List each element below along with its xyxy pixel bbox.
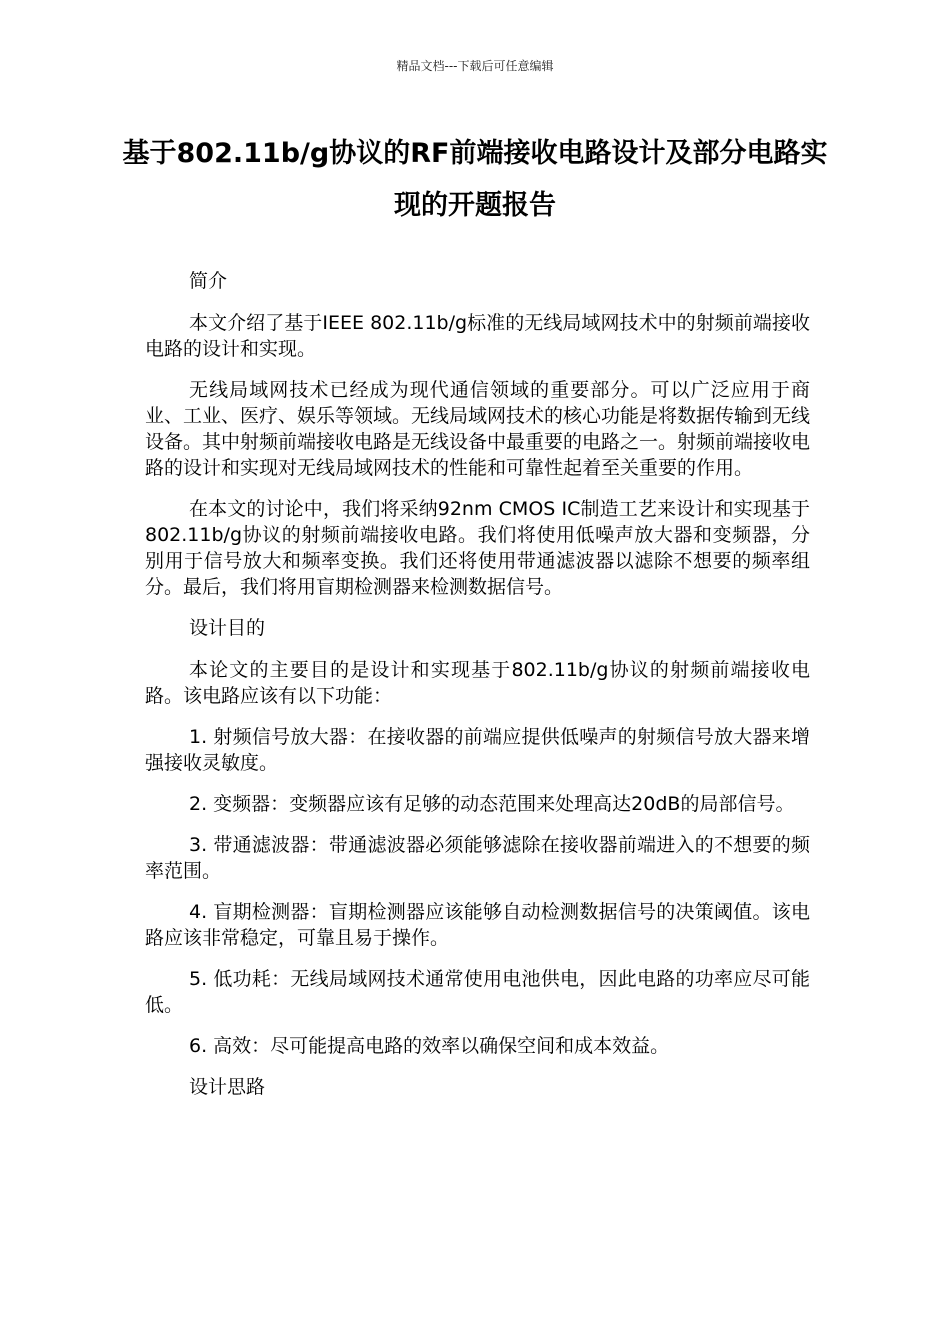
section-heading-design-goal: 设计目的	[189, 617, 266, 639]
header-note: 精品文档---下载后可任意编辑	[396, 59, 554, 73]
list-item: 4. 盲期检测器：盲期检测器应该能够自动检测数据信号的决策阈值。该电路应该非常稳定，可靠且易于操作。	[145, 901, 810, 949]
list-item: 6. 高效：尽可能提高电路的效率以确保空间和成本效益。	[189, 1035, 670, 1057]
document-title: 基于802.11b/g协议的RF前端接收电路设计及部分电路实现的开题报告	[122, 138, 828, 221]
section-heading-design-idea: 设计思路	[189, 1076, 266, 1098]
paragraph: 本论文的主要目的是设计和实现基于802.11b/g协议的射频前端接收电路。该电路应该有以下功能：	[145, 659, 810, 707]
list-item: 1. 射频信号放大器：在接收器的前端应提供低噪声的射频信号放大器来增强接收灵敏度。	[145, 726, 810, 774]
list-item: 3. 带通滤波器：带通滤波器必须能够滤除在接收器前端进入的不想要的频率范围。	[145, 834, 810, 882]
list-item: 5. 低功耗：无线局域网技术通常使用电池供电，因此电路的功率应尽可能低。	[145, 968, 810, 1016]
paragraph: 在本文的讨论中，我们将采纳92nm CMOS IC制造工艺来设计和实现基于802.11b/g协议的射频前端接收电路。我们将使用低噪声放大器和变频器，分别用于信号放大和频率变换。我们还将使用带通滤波器以滤除不想要的频率组分。最后，我们将用盲期检测器来检测数据信号。	[145, 498, 810, 598]
paragraph: 无线局域网技术已经成为现代通信领域的重要部分。可以广泛应用于商业、工业、医疗、娱乐等领域。无线局域网技术的核心功能是将数据传输到无线设备。其中射频前端接收电路是无线设备中最重要的电路之一。射频前端接收电路的设计和实现对无线局域网技术的性能和可靠性起着至关重要的作用。	[145, 379, 811, 479]
paragraph: 本文介绍了基于IEEE 802.11b/g标准的无线局域网技术中的射频前端接收电路的设计和实现。	[145, 312, 810, 360]
document-body	[145, 268, 810, 1116]
list-item: 2. 变频器：变频器应该有足够的动态范围来处理高达20dB的局部信号。	[189, 793, 795, 815]
section-heading-intro: 简介	[189, 270, 228, 292]
